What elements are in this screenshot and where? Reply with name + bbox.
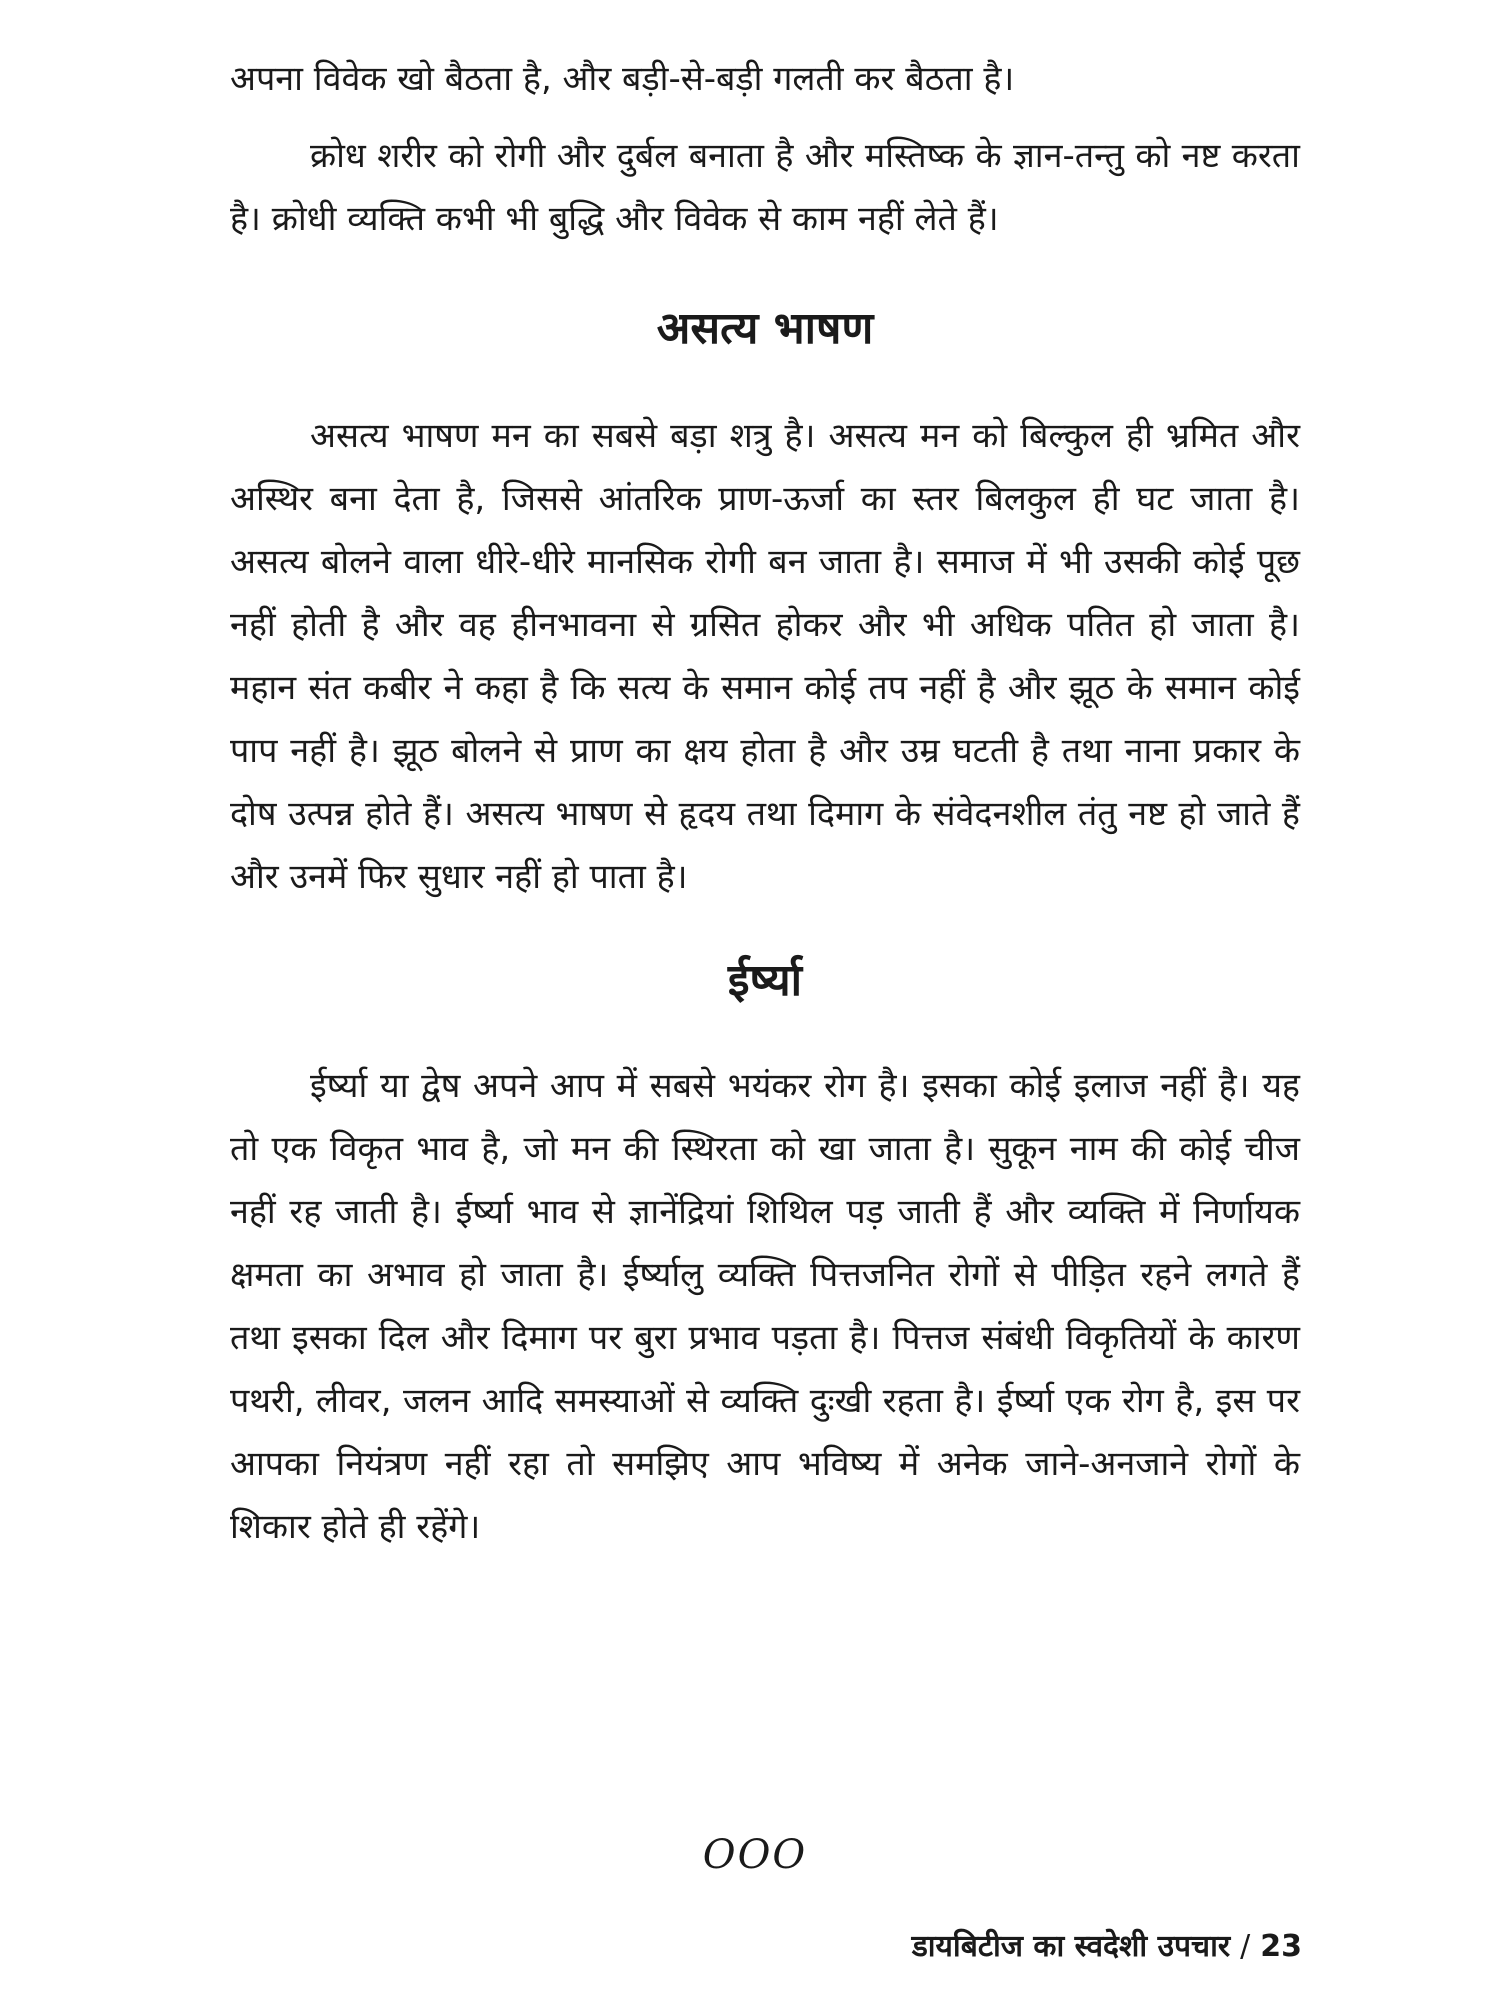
footer-page-number: 23 xyxy=(1260,1929,1302,1964)
footer-book-title: डायबिटीज का स्वदेशी उपचार xyxy=(911,1929,1231,1964)
page-footer xyxy=(912,1924,1302,1965)
heading-falsehood: असत्य भाषण xyxy=(656,303,874,354)
paragraph-anger-continued: अपना विवेक खो बैठता है, और बड़ी-से-बड़ी गलती कर बैठता है। xyxy=(230,59,1015,99)
section-end-ornament: OOO xyxy=(702,1832,808,1878)
paragraph-falsehood: असत्य भाषण मन का सबसे बड़ा शत्रु है। असत्य मन को बिल्कुल ही भ्रमित और अस्थिर बना देता है, जिससे आंतरिक प्राण-ऊर्जा का स्तर बिलकुल ही घट जाता है। असत्य बोलने वाला धीरे-धीरे मानसिक रोगी बन जाता है। समाज में भी उसकी कोई पूछ नहीं होती है और वह हीनभावना से ग्रसित होकर और भी अधिक पतित हो जाता है। महान संत कबीर ने कहा है कि सत्य के समान कोई तप नहीं है और झूठ के समान कोई पाप नहीं है। झूठ बोलने से प्राण का क्षय होता है और उम्र घटती है तथा नाना प्रकार के दोष उत्पन्न होते हैं। असत्य भाषण से हृदय तथा दिमाग के संवेदनशील तंतु नष्ट हो जाते हैं और उनमें फिर सुधार नहीं हो पाता है। xyxy=(230,416,1300,897)
paragraph-jealousy: ईर्ष्या या द्वेष अपने आप में सबसे भयंकर रोग है। इसका कोई इलाज नहीं है। यह तो एक विकृत भाव है, जो मन की स्थिरता को खा जाता है। सुकून नाम की कोई चीज नहीं रह जाती है। ईर्ष्या भाव से ज्ञानेंद्रियां शिथिल पड़ जाती हैं और व्यक्ति में निर्णायक क्षमता का अभाव हो जाता है। ईर्ष्यालु व्यक्ति पित्तजनित रोगों से पीड़ित रहने लगते हैं तथा इसका दिल और दिमाग पर बुरा प्रभाव पड़ता है। पित्तज संबंधी विकृतियों के कारण पथरी, लीवर, जलन आदि समस्याओं से व्यक्ति दुःखी रहता है। ईर्ष्या एक रोग है, इस पर आपका नियंत्रण नहीं रहा तो समझिए आप भविष्य में अनेक जाने-अनजाने रोगों के शिकार होते ही रहेंगे। xyxy=(230,1066,1300,1547)
heading-jealousy: ईर्ष्या xyxy=(727,955,803,1006)
paragraph-anger: क्रोध शरीर को रोगी और दुर्बल बनाता है और मस्तिष्क के ज्ञान-तन्तु को नष्ट करता है। क्रोधी व्यक्ति कभी भी बुद्धि और विवेक से काम नहीं लेते हैं। xyxy=(230,136,1300,239)
page-content xyxy=(230,48,1300,1559)
footer-separator: / xyxy=(1240,1929,1251,1964)
